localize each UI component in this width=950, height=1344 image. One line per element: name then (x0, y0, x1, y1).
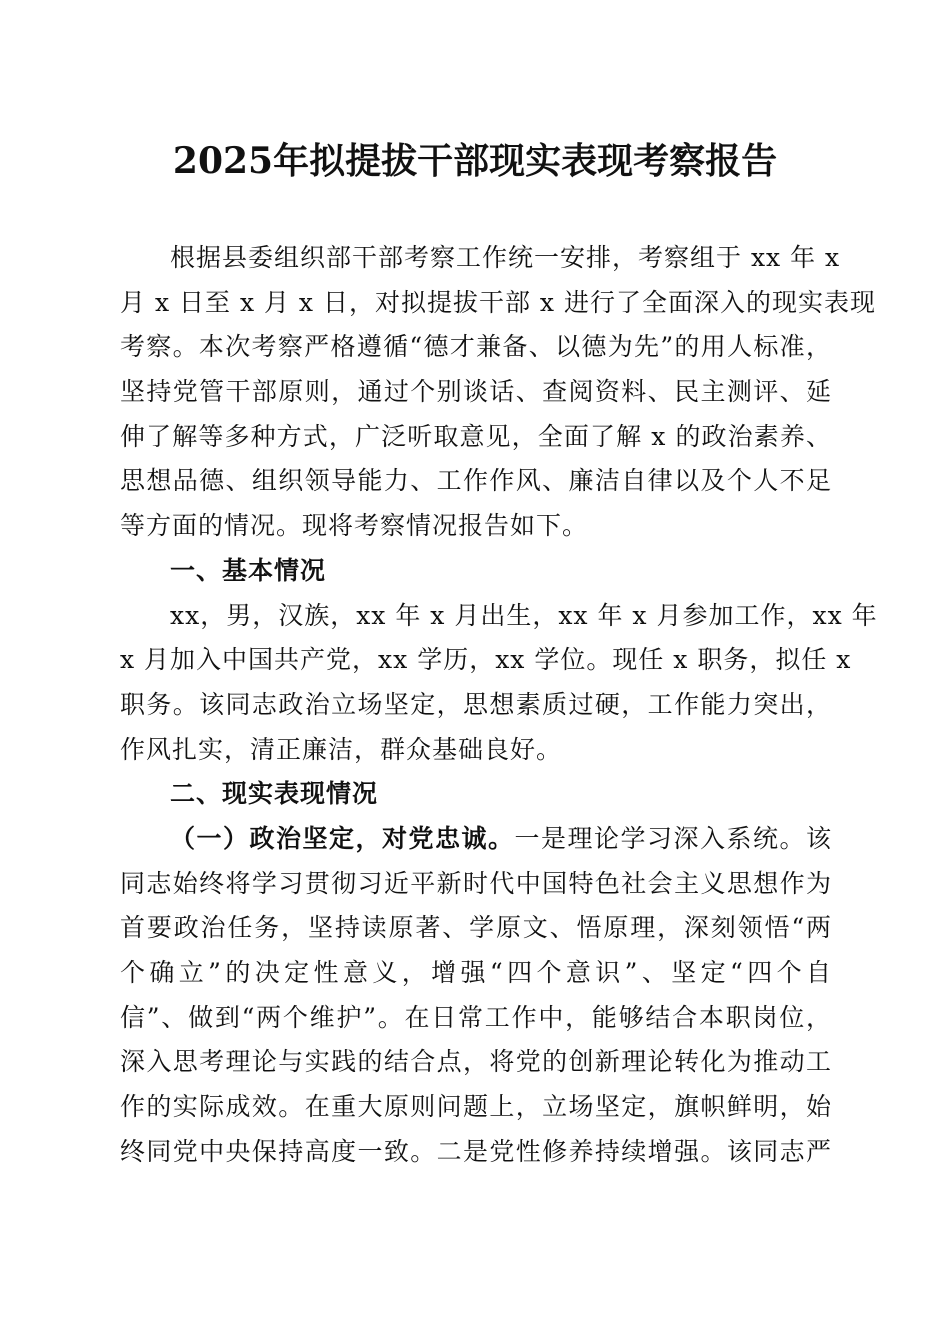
performance-line: 个确立”的决定性意义，增强“四个意识”、坚定“四个自 (120, 958, 833, 987)
intro-paragraph (120, 236, 876, 549)
performance-line: 首要政治任务，坚持读原著、学原文、悟原理，深刻领悟“两 (120, 913, 832, 943)
performance-first-line (120, 817, 832, 862)
basic-info-line: 职务。该同志政治立场坚定，思想素质过硬，工作能力突出， (120, 689, 832, 719)
basic-info-paragraph (120, 594, 878, 773)
performance-line: 终同党中央保持高度一致。二是党性修养持续增强。该同志严 (120, 1136, 832, 1166)
subsection-heading-political: （一）政治坚定，对党忠诚。 (170, 823, 515, 853)
performance-line-rest: 一是理论学习深入系统。该 (514, 823, 832, 853)
intro-line: 考察。本次考察严格遵循“德才兼备、以德为先”的用人标准， (120, 332, 832, 362)
intro-line: 思想品德、组织领导能力、工作作风、廉洁自律以及个人不足 (120, 466, 832, 496)
basic-info-line: x 月加入中国共产党，xx 学历，xx 学位。现任 x 职务，拟任 x (120, 645, 852, 675)
intro-line: 月 x 日至 x 月 x 日，对拟提拔干部 x 进行了全面深入的现实表现 (120, 287, 876, 317)
performance-line: 深入思考理论与实践的结合点，将党的创新理论转化为推动工 (120, 1047, 832, 1077)
performance-line: 同志始终将学习贯彻习近平新时代中国特色社会主义思想作为 (120, 868, 832, 898)
document-title: 2025年拟提拔干部现实表现考察报告 (172, 140, 778, 182)
document-body (120, 236, 878, 1174)
basic-info-line: 作风扎实，清正廉洁，群众基础良好。 (120, 734, 563, 764)
intro-line: 根据县委组织部干部考察工作统一安排，考察组于 xx 年 x (170, 243, 841, 272)
section-heading-basic-info: 一、基本情况 (170, 555, 327, 585)
section-heading-performance: 二、现实表现情况 (170, 779, 379, 809)
intro-line: 坚持党管干部原则，通过个别谈话、查阅资料、民主测评、延 (120, 377, 832, 407)
basic-info-line: xx，男，汉族，xx 年 x 月出生，xx 年 x 月参加工作，xx 年 (170, 600, 878, 630)
performance-line: 作的实际成效。在重大原则问题上，立场坚定，旗帜鲜明，始 (120, 1092, 832, 1122)
intro-line: 等方面的情况。现将考察情况报告如下。 (120, 511, 589, 541)
intro-line: 伸了解等多种方式，广泛听取意见，全面了解 x 的政治素养、 (120, 421, 832, 451)
performance-line: 信”、做到“两个维护”。在日常工作中，能够结合本职岗位， (120, 1002, 832, 1032)
performance-paragraph (120, 817, 832, 1175)
